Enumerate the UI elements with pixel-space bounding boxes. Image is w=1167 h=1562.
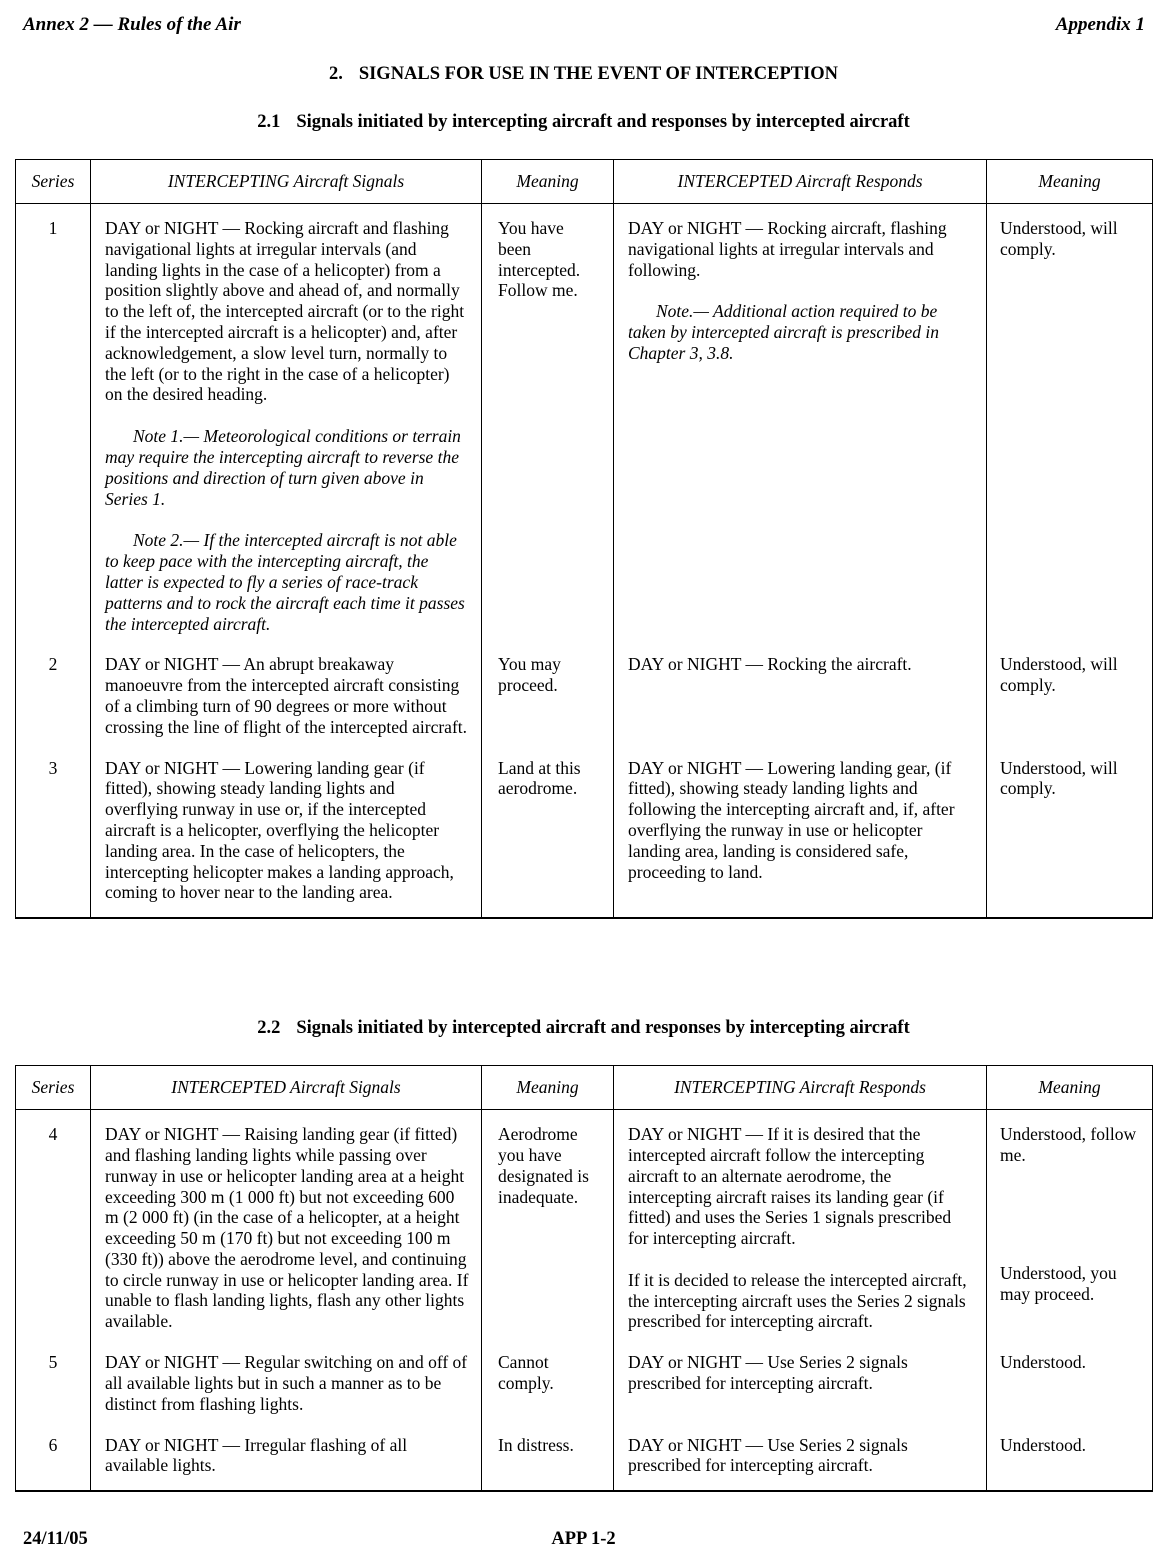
response-meaning-cell (987, 640, 1153, 743)
series-number: 6 (16, 1421, 91, 1492)
col-header-series: Series (16, 1066, 91, 1110)
section-title-text: SIGNALS FOR USE IN THE EVENT OF INTERCEPTION (358, 64, 839, 84)
signal-paragraph: DAY or NIGHT — Raising landing gear (if fitted) and flashing landing lights while passing over runway in use or helicopter landing area at a height exceeding 300 m (1 000 ft) but not exceeding 600 m (2 000 ft) (in the case of a helicopter, at a height exceeding 50 m (170 ft) but not exceeding 100 m (330 ft)) above the aerodrome level, and continuing to circle runway in use or helicopter landing area. If unable to flash landing lights, flash any other lights available. (105, 1124, 469, 1332)
response-paragraph: DAY or NIGHT — If it is desired that the intercepted aircraft follow the intercepting aircraft to an alternate aerodrome, the intercepting aircraft raises its landing gear (if fitted) and uses the Series 1 signals prescribed for intercepting aircraft. (628, 1124, 952, 1249)
meaning-text: You have been intercepted. Follow me. (498, 218, 581, 301)
meaning-text: Cannot comply. (498, 1352, 554, 1394)
note-paragraph: Note.— Additional action required to be taken by intercepted aircraft is prescribed in Chapter 3, 3.8. (628, 301, 940, 363)
col-header-meaning-2: Meaning (987, 1066, 1153, 1110)
responds-cell (614, 640, 987, 743)
note-paragraph: Note 1.— Meteorological conditions or terrain may require the intercepting aircraft to reverse the positions and direction of turn given above in Series 1. (105, 426, 461, 509)
col-header-series: Series (16, 160, 91, 204)
series-number: 3 (16, 744, 91, 919)
responds-cell (614, 204, 987, 641)
section-number: 2. (328, 64, 343, 84)
response-paragraph: DAY or NIGHT — Rocking the aircraft. (628, 654, 912, 675)
signals-cell (91, 640, 482, 743)
responds-cell (614, 1338, 987, 1420)
signal-paragraph: DAY or NIGHT — Lowering landing gear (if fitted), showing steady landing lights and overflying runway in use or, if the intercepted aircraft is a helicopter, overflying the helicopter landing area. In the case of helicopters, the intercepting helicopter makes a landing approach, coming to hover near to the landing area. (105, 757, 454, 903)
signals-cell (91, 1110, 482, 1339)
series-number: 1 (16, 204, 91, 641)
col-header-intercepting-responds: INTERCEPTING Aircraft Responds (614, 1066, 987, 1110)
response-paragraph: DAY or NIGHT — Rocking aircraft, flashing navigational lights at irregular intervals and following. (628, 218, 947, 280)
signal-paragraph: DAY or NIGHT — Irregular flashing of all available lights. (105, 1434, 408, 1476)
col-header-intercepted-signals: INTERCEPTED Aircraft Signals (91, 1066, 482, 1110)
footer-date: 24/11/05 (23, 1529, 88, 1549)
response-meaning-text: Understood, follow me. (1000, 1124, 1137, 1165)
meaning-cell (482, 1338, 614, 1420)
table1-caption-number: 2.1 (257, 112, 281, 132)
table-row-series-6 (16, 1421, 1153, 1492)
response-paragraph: DAY or NIGHT — Use Series 2 signals prescribed for intercepting aircraft. (628, 1434, 908, 1476)
header-appendix-label: Appendix 1 (1055, 14, 1145, 35)
table2-header-row (16, 1066, 1153, 1110)
interception-signals-table-1 (15, 159, 1153, 919)
col-header-intercepting-signals: INTERCEPTING Aircraft Signals (91, 160, 482, 204)
table-row-series-3 (16, 744, 1153, 919)
col-header-meaning: Meaning (482, 160, 614, 204)
footer-page-number: APP 1-2 (551, 1529, 616, 1549)
interception-signals-table-2 (15, 1065, 1153, 1492)
series-number: 4 (16, 1110, 91, 1339)
response-meaning-text: Understood, will comply. (1000, 218, 1118, 259)
page-footer (0, 1529, 1167, 1550)
meaning-text: Aerodrome you have designated is inadequate. (498, 1124, 589, 1207)
col-header-meaning: Meaning (482, 1066, 614, 1110)
meaning-cell (482, 204, 614, 641)
header-document-title: Annex 2 — Rules of the Air (23, 14, 241, 35)
table1-caption-text: Signals initiated by intercepting aircraft and responses by intercepted aircraft (296, 112, 910, 132)
signal-paragraph: DAY or NIGHT — An abrupt breakaway manoeuvre from the intercepted aircraft consisting of a climbing turn of 90 degrees or more without crossing the line of flight of the intercepted aircraft. (105, 654, 468, 737)
table1-caption (0, 112, 1167, 133)
col-header-meaning-2: Meaning (987, 160, 1153, 204)
series-number: 2 (16, 640, 91, 743)
meaning-cell (482, 640, 614, 743)
responds-cell (614, 1110, 987, 1339)
response-paragraph: DAY or NIGHT — Lowering landing gear, (if fitted), showing steady landing lights and following the intercepting aircraft and, if, after overflying the runway in use or helicopter landing area, landing is considered safe, proceeding to land. (628, 757, 955, 882)
meaning-text: You may proceed. (498, 654, 561, 696)
signals-cell (91, 1421, 482, 1492)
table2-caption-number: 2.2 (257, 1018, 281, 1039)
table-row-series-2 (16, 640, 1153, 743)
table-row-series-4 (16, 1110, 1153, 1339)
response-paragraph: DAY or NIGHT — Use Series 2 signals prescribed for intercepting aircraft. (628, 1352, 908, 1394)
table1-header-row (16, 160, 1153, 204)
response-meaning-cell (987, 1110, 1153, 1339)
response-meaning-cell (987, 744, 1153, 919)
table-row-series-5 (16, 1338, 1153, 1420)
signals-cell (91, 1338, 482, 1420)
meaning-cell (482, 1421, 614, 1492)
meaning-cell (482, 744, 614, 919)
signal-paragraph: DAY or NIGHT — Rocking aircraft and flashing navigational lights at irregular intervals (and landing lights in the case of a helicopter) from a position slightly above and ahead of, and normally to the left of, the intercepted aircraft (or to the right if the intercepted aircraft is a helicopter) and, after acknowledgement, a slow level turn, normally to the left (or to the right in the case of a helicopter) on the desired heading. (105, 218, 465, 405)
page-header (0, 0, 1167, 35)
series-number: 5 (16, 1338, 91, 1420)
col-header-intercepted-responds: INTERCEPTED Aircraft Responds (614, 160, 987, 204)
table2-caption-text: Signals initiated by intercepted aircraft and responses by intercepting aircraft (296, 1018, 910, 1039)
section-title (0, 64, 1167, 85)
response-meaning-text: Understood, will comply. (1000, 757, 1118, 799)
response-meaning-text: Understood, you may proceed. (1000, 1262, 1117, 1304)
responds-cell (614, 744, 987, 919)
meaning-cell (482, 1110, 614, 1339)
signals-cell (91, 204, 482, 641)
signal-paragraph: DAY or NIGHT — Regular switching on and off of all available lights but in such a manner as to be distinct from flashing lights. (105, 1352, 468, 1414)
responds-cell (614, 1421, 987, 1492)
meaning-text: Land at this aerodrome. (498, 757, 581, 799)
note-paragraph: Note 2.— If the intercepted aircraft is not able to keep pace with the intercepting aircraft, the latter is expected to fly a series of race-track patterns and to rock the aircraft each time it passes the intercepted aircraft. (105, 530, 465, 634)
response-meaning-cell (987, 1338, 1153, 1420)
response-meaning-cell (987, 1421, 1153, 1492)
response-meaning-cell (987, 204, 1153, 641)
response-meaning-text: Understood. (1000, 1434, 1087, 1455)
signals-cell (91, 744, 482, 919)
response-meaning-text: Understood, will comply. (1000, 654, 1118, 696)
table2-caption (0, 1018, 1167, 1039)
response-paragraph: If it is decided to release the intercepted aircraft, the intercepting aircraft uses the Series 2 signals prescribed for intercepting aircraft. (628, 1269, 967, 1332)
response-meaning-text: Understood. (1000, 1352, 1087, 1373)
meaning-text: In distress. (498, 1434, 574, 1455)
table-row-series-1 (16, 204, 1153, 641)
